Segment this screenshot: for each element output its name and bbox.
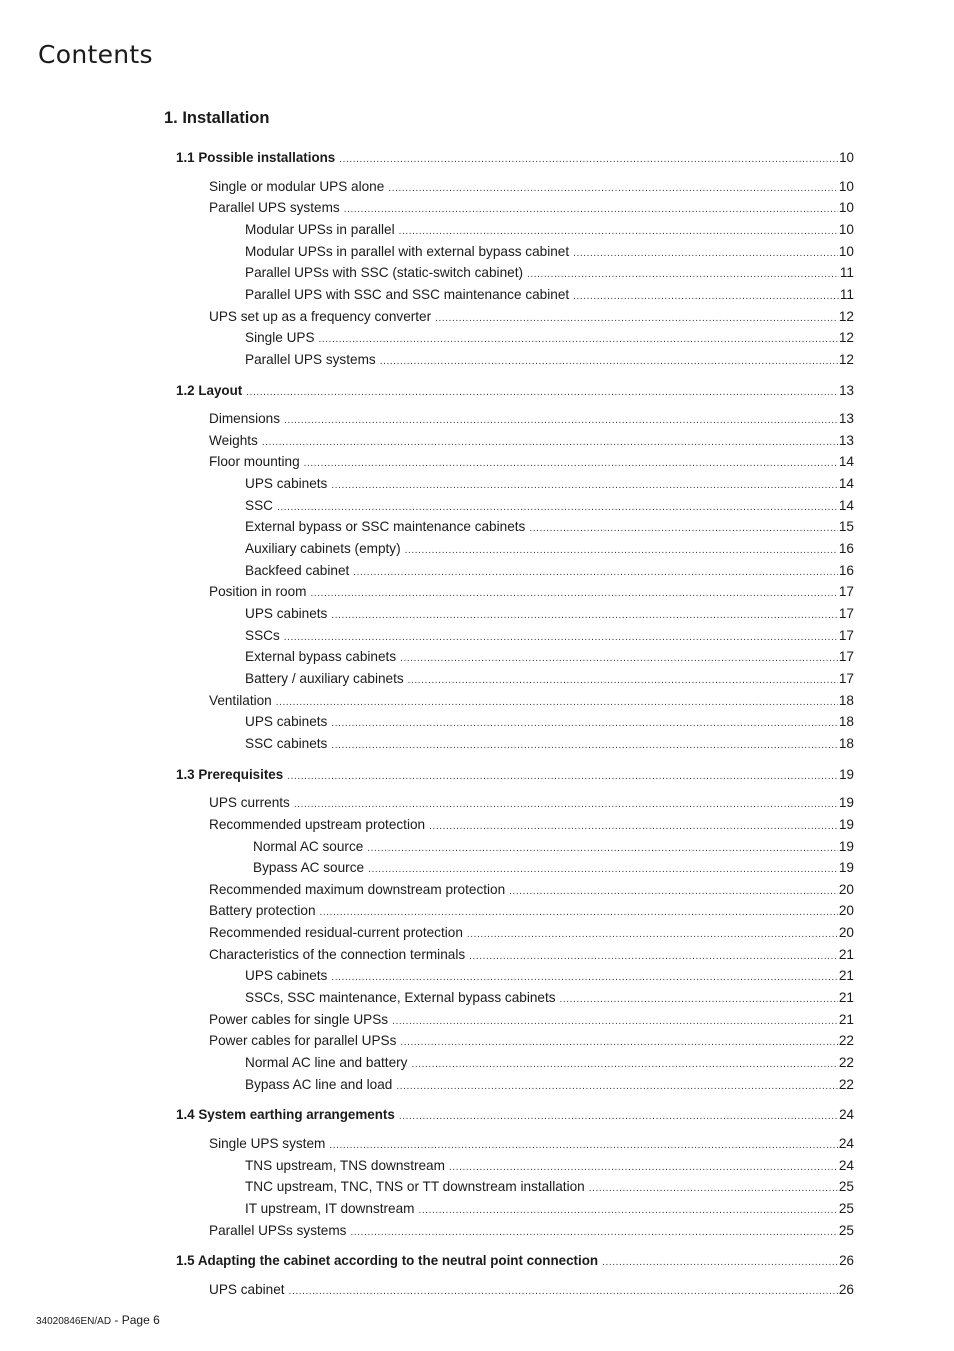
toc-entry-title: Modular UPSs in parallel bbox=[245, 222, 395, 237]
toc-page-number: 24 bbox=[838, 1157, 854, 1173]
toc-entry-title: Single or modular UPS alone bbox=[209, 178, 385, 194]
toc-dot-leader bbox=[262, 433, 838, 453]
toc-entry[interactable] bbox=[245, 712, 854, 732]
toc-entry[interactable] bbox=[209, 1221, 854, 1241]
toc-dot-leader bbox=[388, 179, 838, 199]
toc-entry[interactable] bbox=[209, 1134, 854, 1154]
toc-entry-title: Normal AC line and battery bbox=[245, 1055, 408, 1070]
document-code: 34020846EN/AD bbox=[36, 1316, 112, 1327]
page-footer bbox=[36, 1313, 160, 1327]
toc-page-number: 17 bbox=[838, 670, 854, 686]
toc-entry-title: Parallel UPS systems bbox=[245, 351, 376, 367]
toc-dot-leader bbox=[331, 476, 838, 496]
toc-entry[interactable] bbox=[253, 837, 854, 857]
toc-entry-title: 1.3 Prerequisites bbox=[176, 766, 284, 782]
toc-page-number: 10 bbox=[838, 243, 854, 259]
toc-dot-leader bbox=[399, 222, 838, 242]
toc-entry[interactable] bbox=[245, 1177, 854, 1197]
toc-entry-title: 1.4 System earthing arrangements bbox=[176, 1107, 395, 1123]
toc-entry-title: TNC upstream, TNC, TNS or TT downstream installation bbox=[245, 1179, 585, 1195]
toc-dot-leader bbox=[284, 411, 838, 431]
toc-entry-title: Ventilation bbox=[209, 692, 272, 708]
toc-page-number: 19 bbox=[838, 838, 854, 854]
toc-entry-title: Recommended residual-current protection bbox=[209, 925, 463, 941]
toc-entry-title: Battery protection bbox=[209, 903, 316, 919]
toc-entry-title: Backfeed cabinet bbox=[245, 562, 350, 578]
toc-entry[interactable] bbox=[245, 734, 854, 754]
toc-dot-leader bbox=[408, 671, 838, 691]
toc-dot-leader bbox=[400, 1033, 838, 1053]
toc-dot-leader bbox=[344, 200, 838, 220]
toc-entry[interactable] bbox=[209, 431, 854, 451]
toc-entry[interactable] bbox=[209, 880, 854, 900]
toc-entry[interactable] bbox=[245, 474, 854, 494]
toc-entry-title: 1.5 Adapting the cabinet according to the neutral point connection bbox=[176, 1253, 599, 1269]
toc-page-number: 17 bbox=[838, 649, 854, 665]
toc-entry[interactable] bbox=[245, 604, 854, 624]
toc-page-number: 19 bbox=[838, 860, 854, 876]
toc-page-number: 25 bbox=[838, 1222, 854, 1238]
toc-entry-title: Auxiliary cabinets (empty) bbox=[245, 541, 401, 556]
toc-entry-title: Weights bbox=[209, 432, 258, 448]
toc-entry[interactable] bbox=[245, 517, 854, 537]
toc-entry[interactable] bbox=[245, 966, 854, 986]
toc-entry-title: External bypass or SSC maintenance cabinets bbox=[245, 519, 526, 535]
toc-dot-leader bbox=[367, 839, 838, 859]
toc-entry[interactable] bbox=[209, 177, 854, 197]
toc-page-number: 17 bbox=[838, 627, 854, 643]
page-title: Contents bbox=[38, 40, 153, 69]
toc-dot-leader bbox=[246, 383, 838, 403]
toc-entry[interactable] bbox=[245, 1075, 854, 1095]
toc-page-number: 10 bbox=[838, 200, 854, 216]
toc-page-number: 11 bbox=[839, 286, 854, 302]
toc-entry[interactable] bbox=[245, 242, 854, 262]
toc-entry[interactable] bbox=[245, 263, 854, 283]
toc-dot-leader bbox=[529, 519, 838, 539]
toc-dot-leader bbox=[435, 309, 838, 329]
toc-entry-title: Parallel UPS systems bbox=[209, 200, 340, 216]
toc-page-number: 17 bbox=[838, 584, 854, 600]
toc-entry-title: 1.2 Layout bbox=[176, 382, 243, 398]
toc-dot-leader bbox=[277, 498, 838, 518]
toc-section-entry[interactable] bbox=[176, 765, 854, 785]
toc-dot-leader bbox=[411, 1055, 837, 1075]
toc-entry[interactable] bbox=[245, 350, 854, 370]
toc-dot-leader bbox=[368, 860, 838, 880]
toc-dot-leader bbox=[284, 628, 838, 648]
toc-entry-title: Bypass AC source bbox=[253, 860, 365, 876]
toc-entry-title: Floor mounting bbox=[209, 454, 300, 470]
toc-entry-title: Dimensions bbox=[209, 411, 281, 427]
toc-dot-leader bbox=[304, 454, 838, 474]
toc-dot-leader bbox=[589, 1179, 838, 1199]
toc-section-entry[interactable] bbox=[176, 148, 854, 168]
toc-dot-leader bbox=[449, 1158, 838, 1178]
toc-dot-leader bbox=[429, 817, 838, 837]
toc-entry[interactable] bbox=[245, 285, 854, 305]
toc-section-entry[interactable] bbox=[176, 1251, 854, 1271]
toc-entry-title: Recommended upstream protection bbox=[209, 816, 426, 832]
toc-page-number: 19 bbox=[838, 795, 854, 811]
toc-entry-title: Single UPS bbox=[245, 330, 315, 346]
toc-entry[interactable] bbox=[209, 582, 854, 602]
toc-page-number: 13 bbox=[838, 432, 854, 448]
toc-dot-leader bbox=[329, 1136, 838, 1156]
toc-entry-title: Normal AC source bbox=[253, 838, 364, 854]
toc-dot-leader bbox=[560, 990, 838, 1010]
toc-page-number: 14 bbox=[838, 476, 854, 492]
toc-dot-leader bbox=[331, 606, 838, 626]
toc-entry-title: UPS cabinets bbox=[245, 606, 328, 621]
toc-page-number: 22 bbox=[838, 1055, 854, 1070]
toc-entry[interactable] bbox=[245, 626, 854, 646]
toc-entry-title: UPS cabinet bbox=[209, 1281, 285, 1297]
toc-entry-title: SSCs, SSC maintenance, External bypass cabinets bbox=[245, 990, 556, 1005]
toc-entry-title: 1.1 Possible installations bbox=[176, 150, 336, 165]
toc-page-number: 13 bbox=[839, 382, 854, 398]
toc-dot-leader bbox=[405, 541, 838, 561]
toc-entry[interactable] bbox=[209, 901, 854, 921]
toc-dot-leader bbox=[573, 244, 838, 264]
toc-dot-leader bbox=[353, 563, 838, 583]
toc-entry-title: SSC bbox=[245, 497, 273, 513]
toc-entry-title: Parallel UPS with SSC and SSC maintenance cabinet bbox=[245, 286, 570, 302]
toc-page-number: 16 bbox=[838, 562, 854, 578]
toc-page-number: 18 bbox=[838, 735, 854, 751]
toc-entry[interactable] bbox=[209, 793, 854, 813]
toc-entry-title: SSCs bbox=[245, 627, 280, 643]
toc-page-number: 20 bbox=[838, 881, 854, 897]
toc-dot-leader bbox=[467, 925, 838, 945]
chapter-title: 1. Installation bbox=[164, 109, 270, 127]
toc-entry[interactable] bbox=[245, 647, 854, 667]
toc-page-number: 20 bbox=[838, 925, 854, 941]
toc-section-entry[interactable] bbox=[176, 381, 854, 401]
toc-page-number: 15 bbox=[838, 519, 854, 535]
toc-page-number: 18 bbox=[838, 714, 854, 730]
toc-dot-leader bbox=[602, 1253, 838, 1273]
toc-dot-leader bbox=[392, 1012, 838, 1032]
toc-dot-leader bbox=[469, 947, 838, 967]
toc-entry[interactable] bbox=[209, 923, 854, 943]
toc-entry-title: TNS upstream, TNS downstream bbox=[245, 1157, 445, 1173]
toc-dot-leader bbox=[396, 1077, 838, 1097]
toc-entry[interactable] bbox=[209, 815, 854, 835]
toc-page-number: 16 bbox=[838, 541, 854, 556]
toc-entry-title: UPS cabinets bbox=[245, 714, 328, 730]
toc-dot-leader bbox=[331, 736, 838, 756]
toc-entry[interactable] bbox=[253, 858, 854, 878]
toc-dot-leader bbox=[294, 795, 838, 815]
toc-entry[interactable] bbox=[209, 1031, 854, 1051]
toc-entry-title: Position in room bbox=[209, 584, 307, 600]
toc-page-number: 12 bbox=[838, 351, 854, 367]
toc-entry-title: UPS cabinets bbox=[245, 476, 328, 492]
toc-page-number: 21 bbox=[838, 946, 854, 962]
toc-entry[interactable] bbox=[245, 328, 854, 348]
toc-entry-title: Power cables for parallel UPSs bbox=[209, 1033, 397, 1049]
toc-page-number: 10 bbox=[839, 150, 854, 165]
toc-dot-leader bbox=[276, 693, 838, 713]
toc-entry[interactable] bbox=[245, 669, 854, 689]
toc-page-number: 22 bbox=[838, 1033, 854, 1049]
toc-page-number: 13 bbox=[838, 411, 854, 427]
toc-dot-leader bbox=[399, 1107, 838, 1127]
toc-page-number: 22 bbox=[838, 1076, 854, 1092]
toc-page-number: 24 bbox=[838, 1135, 854, 1151]
toc-page-number: 10 bbox=[838, 178, 854, 194]
toc-entry[interactable] bbox=[209, 409, 854, 429]
toc-page-number: 21 bbox=[838, 990, 854, 1005]
toc-entry-title: Recommended maximum downstream protection bbox=[209, 881, 506, 897]
toc-dot-leader bbox=[339, 150, 838, 170]
toc-entry[interactable] bbox=[209, 307, 854, 327]
toc-page-number: 12 bbox=[838, 308, 854, 324]
toc-page-number: 21 bbox=[838, 968, 854, 984]
toc-entry-title: External bypass cabinets bbox=[245, 649, 397, 665]
toc-dot-leader bbox=[289, 1282, 838, 1302]
toc-entry-title: Modular UPSs in parallel with external bypass cabinet bbox=[245, 243, 570, 259]
toc-entry[interactable] bbox=[209, 1010, 854, 1030]
toc-dot-leader bbox=[319, 330, 838, 350]
toc-page-number: 20 bbox=[838, 903, 854, 919]
toc-entry[interactable] bbox=[245, 1053, 854, 1073]
toc-entry[interactable] bbox=[209, 1280, 854, 1300]
toc-page-number: 10 bbox=[838, 222, 854, 237]
toc-entry-title: IT upstream, IT downstream bbox=[245, 1200, 415, 1216]
toc-page-number: 11 bbox=[839, 265, 854, 281]
toc-dot-leader bbox=[418, 1201, 837, 1221]
toc-page-number: 25 bbox=[838, 1179, 854, 1195]
toc-page-number: 14 bbox=[838, 497, 854, 513]
toc-page-number: 18 bbox=[838, 692, 854, 708]
toc-entry-title: Parallel UPSs with SSC (static-switch cabinet) bbox=[245, 265, 524, 281]
toc-dot-leader bbox=[380, 352, 838, 372]
toc-entry-title: Bypass AC line and load bbox=[245, 1076, 393, 1092]
toc-entry[interactable] bbox=[245, 1199, 854, 1219]
toc-page-number: 17 bbox=[838, 606, 854, 621]
toc-entry-title: Battery / auxiliary cabinets bbox=[245, 670, 404, 686]
toc-dot-leader bbox=[331, 968, 838, 988]
toc-page-number: 25 bbox=[838, 1200, 854, 1216]
page-number-label: - Page 6 bbox=[111, 1313, 160, 1327]
toc-dot-leader bbox=[573, 287, 839, 307]
toc-entry[interactable] bbox=[209, 452, 854, 472]
toc-entry[interactable] bbox=[245, 496, 854, 516]
toc-entry-title: Parallel UPSs systems bbox=[209, 1222, 347, 1238]
toc-entry-title: UPS set up as a frequency converter bbox=[209, 308, 432, 324]
toc-entry[interactable] bbox=[245, 539, 854, 559]
toc-entry[interactable] bbox=[245, 1156, 854, 1176]
toc-entry-title: Single UPS system bbox=[209, 1135, 326, 1151]
toc-entry[interactable] bbox=[209, 691, 854, 711]
toc-page-number: 24 bbox=[839, 1107, 854, 1123]
toc-page-number: 12 bbox=[838, 330, 854, 346]
toc-entry[interactable] bbox=[245, 561, 854, 581]
toc-dot-leader bbox=[400, 649, 838, 669]
toc-entry-title: UPS cabinets bbox=[245, 968, 328, 984]
toc-page-number: 26 bbox=[839, 1253, 854, 1269]
toc-page-number: 19 bbox=[838, 816, 854, 832]
toc-entry[interactable] bbox=[245, 988, 854, 1008]
toc-entry[interactable] bbox=[245, 220, 854, 240]
toc-section-entry[interactable] bbox=[176, 1105, 854, 1125]
toc-dot-leader bbox=[527, 265, 839, 285]
toc-dot-leader bbox=[287, 767, 838, 787]
toc-page-number: 26 bbox=[838, 1281, 854, 1297]
toc-entry-title: Characteristics of the connection terminals bbox=[209, 946, 466, 962]
toc-dot-leader bbox=[509, 882, 838, 902]
toc-dot-leader bbox=[320, 903, 838, 923]
toc-page-number: 19 bbox=[839, 766, 854, 782]
toc-page-number: 14 bbox=[838, 454, 854, 470]
toc-dot-leader bbox=[310, 584, 837, 604]
toc-page-number: 21 bbox=[838, 1011, 854, 1027]
toc-entry[interactable] bbox=[209, 198, 854, 218]
toc-entry-title: SSC cabinets bbox=[245, 735, 328, 751]
toc-dot-leader bbox=[331, 714, 838, 734]
toc-entry[interactable] bbox=[209, 945, 854, 965]
toc-dot-leader bbox=[350, 1223, 837, 1243]
toc-entry-title: Power cables for single UPSs bbox=[209, 1011, 389, 1027]
toc-entry-title: UPS currents bbox=[209, 795, 290, 811]
